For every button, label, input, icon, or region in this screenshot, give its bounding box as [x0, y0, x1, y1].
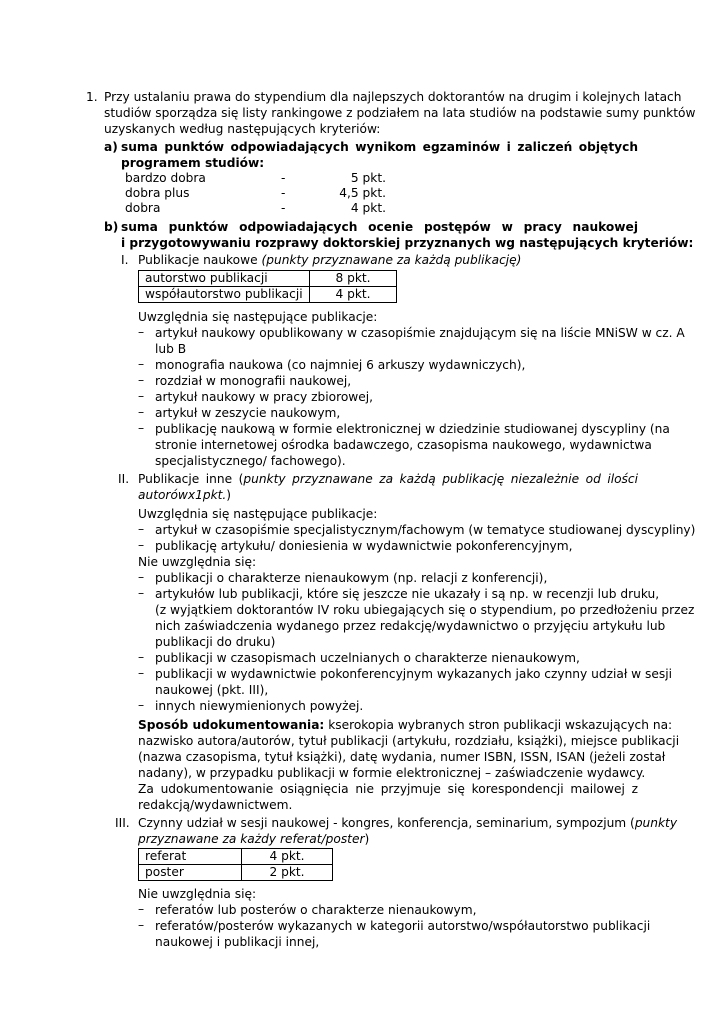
part-ii-title [138, 471, 638, 487]
part-iii-title-cont [138, 831, 369, 847]
grade-points: 4,5 pkt. [339, 186, 386, 200]
documentation-text: kserokopia wybranych stron publikacji wskazujących na: [328, 718, 673, 732]
grade-dash: - [281, 171, 286, 185]
bullet-dash: – [138, 902, 145, 916]
table-cell: autorstwo publikacji [139, 271, 310, 287]
list-item: rozdział w monografii naukowej, [155, 374, 352, 388]
list-item-cont: nich zaświadczenia wydanego przez redakcję/wydawnictwo o przyjęciu artykułu lub [155, 619, 666, 633]
table-cell: poster [139, 865, 242, 881]
grade-points: 4 pkt. [350, 201, 386, 215]
grade-name: bardzo dobra [125, 171, 206, 185]
item-text-line: uzyskanych według następujących kryteriów: [104, 122, 381, 136]
part-iii-title-note: przyznawane za każdy referat/poster [138, 832, 365, 846]
part-iii-exclusions-intro: Nie uwzględnia się: [138, 887, 257, 901]
bullet-dash: – [138, 522, 145, 536]
part-iii-title [138, 815, 678, 831]
table-cell: współautorstwo publikacji [139, 287, 310, 303]
list-item: publikację naukową w formie elektronicznej w dziedzinie studiowanej dyscypliny (na [155, 422, 670, 436]
list-item: referatów/posterów wykazanych w kategorii autorstwo/współautorstwo publikacji [155, 919, 651, 933]
part-iii-points-table [138, 848, 333, 881]
documentation-label: Sposób udokumentowania: [138, 718, 325, 732]
list-item-cont: naukowej i publikacji innej, [155, 935, 320, 949]
list-item: artykuł w zeszycie naukowym, [155, 406, 341, 420]
bullet-dash: – [138, 698, 145, 712]
documentation-line: nazwisko autora/autorów, tytuł publikacji (artykułu, rozdziału, książki), miejsce publikacji [138, 734, 680, 748]
list-item: publikacji w czasopismach uczelnianych o charakterze nienaukowym, [155, 651, 580, 665]
documentation-line: Za udokumentowanie osiągnięcia nie przyjmuje się korespondencji mailowej z [138, 782, 638, 796]
list-item: innych niewymienionych powyżej. [155, 699, 364, 713]
item-text-line: studiów sporządza się listy rankingowe z podziałem na lata studiów na podstawie sumy punktów [104, 106, 696, 120]
part-ii-title-text: ) [226, 488, 232, 502]
list-item: artykuł w czasopiśmie specjalistycznym/fachowym (w tematyce studiowanej dyscypliny) [155, 523, 696, 537]
item-number: 1. [86, 90, 98, 104]
part-ii-title-text: Publikacje inne ( [138, 472, 244, 486]
list-item: artykułów lub publikacji, które się jeszcze nie ukazały i są np. w recenzji lub druku, [155, 587, 660, 601]
part-i-title-text: Publikacje naukowe [138, 253, 258, 267]
part-iii-number: III. [115, 816, 130, 830]
bullet-dash: – [138, 389, 145, 403]
list-item-cont: stronie internetowej ośrodka badawczego, czasopisma naukowego, wydawnictwa [155, 438, 652, 452]
list-item-cont: (z wyjątkiem doktorantów IV roku ubiegających się o stypendium, po przedłożeniu przez [155, 603, 695, 617]
documentation-line [138, 717, 673, 733]
bullet-dash: – [138, 357, 145, 371]
list-item-cont: specjalistycznego/ fachowego). [155, 454, 346, 468]
part-i-intro: Uwzględnia się następujące publikacje: [138, 310, 378, 324]
bullet-dash: – [138, 373, 145, 387]
grade-name: dobra [125, 201, 161, 215]
list-item-cont: naukowej (pkt. III), [155, 683, 269, 697]
grade-dash: - [281, 186, 286, 200]
bullet-dash: – [138, 570, 145, 584]
list-item-cont: lub B [155, 342, 187, 356]
list-item: publikację artykułu/ doniesienia w wydawnictwie pokonferencyjnym, [155, 539, 573, 553]
section-b-label: b) [104, 220, 119, 234]
table-row [139, 287, 397, 303]
table-row [139, 271, 397, 287]
part-ii-exclusions-intro: Nie uwzględnia się: [138, 555, 257, 569]
part-ii-intro: Uwzględnia się następujące publikacje: [138, 507, 378, 521]
part-i-title-note: (punkty przyznawane za każdą publikację) [261, 253, 522, 267]
part-ii-title-note: punkty przyznawane za każdą publikację niezależnie od ilości [243, 472, 638, 486]
grade-name: dobra plus [125, 186, 190, 200]
list-item: artykuł naukowy opublikowany w czasopiśmie znajdującym się na liście MNiSW w cz. A [155, 326, 685, 340]
bullet-dash: – [138, 405, 145, 419]
documentation-line: nadany), w przypadku publikacji w formie elektronicznej – zaświadczenie wydawcy. [138, 766, 646, 780]
table-cell: referat [139, 849, 242, 865]
section-b-heading: i przygotowywaniu rozprawy doktorskiej przyznanych wg następujących kryteriów: [121, 236, 694, 250]
part-ii-number: II. [118, 472, 130, 486]
section-a-heading: programem studiów: [121, 156, 265, 170]
bullet-dash: – [138, 538, 145, 552]
section-a-heading: suma punktów odpowiadających wynikom egzaminów i zaliczeń objętych [121, 140, 638, 154]
table-cell: 8 pkt. [310, 271, 397, 287]
documentation-line: redakcją/wydawnictwem. [138, 798, 293, 812]
grade-dash: - [281, 201, 286, 215]
list-item: monografia naukowa (co najmniej 6 arkuszy wydawniczych), [155, 358, 526, 372]
table-row [139, 865, 333, 881]
table-row [139, 849, 333, 865]
item-text-line: Przy ustalaniu prawa do stypendium dla najlepszych doktorantów na drugim i kolejnych latach [104, 90, 682, 104]
section-b-heading: suma punktów odpowiadających ocenie postępów w pracy naukowej [121, 220, 638, 234]
part-iii-title-note: punkty [634, 816, 678, 830]
bullet-dash: – [138, 586, 145, 600]
bullet-dash: – [138, 666, 145, 680]
section-a-label: a) [104, 140, 118, 154]
part-i-title [138, 252, 521, 268]
documentation-line: (nazwa czasopisma, tytuł książki), datę wydania, numer ISBN, ISSN, ISAN (jeżeli został [138, 750, 666, 764]
part-iii-title-text: Czynny udział w sesji naukowej - kongres, konferencja, seminarium, sympozjum ( [138, 816, 635, 830]
bullet-dash: – [138, 325, 145, 339]
part-ii-title-cont [138, 487, 231, 503]
table-cell: 2 pkt. [242, 865, 333, 881]
bullet-dash: – [138, 650, 145, 664]
part-i-number: I. [121, 253, 129, 267]
list-item: publikacji w wydawnictwie pokonferencyjnym wykazanych jako czynny udział w sesji [155, 667, 672, 681]
grade-points: 5 pkt. [350, 171, 386, 185]
bullet-dash: – [138, 421, 145, 435]
bullet-dash: – [138, 918, 145, 932]
table-cell: 4 pkt. [242, 849, 333, 865]
list-item: referatów lub posterów o charakterze nienaukowym, [155, 903, 477, 917]
part-iii-title-text: ) [364, 832, 370, 846]
list-item-cont: publikacji do druku) [155, 635, 276, 649]
list-item: publikacji o charakterze nienaukowym (np. relacji z konferencji), [155, 571, 548, 585]
list-item: artykuł naukowy w pracy zbiorowej, [155, 390, 374, 404]
table-cell: 4 pkt. [310, 287, 397, 303]
part-i-points-table [138, 270, 397, 303]
part-ii-title-note: autorówx1pkt. [138, 488, 227, 502]
